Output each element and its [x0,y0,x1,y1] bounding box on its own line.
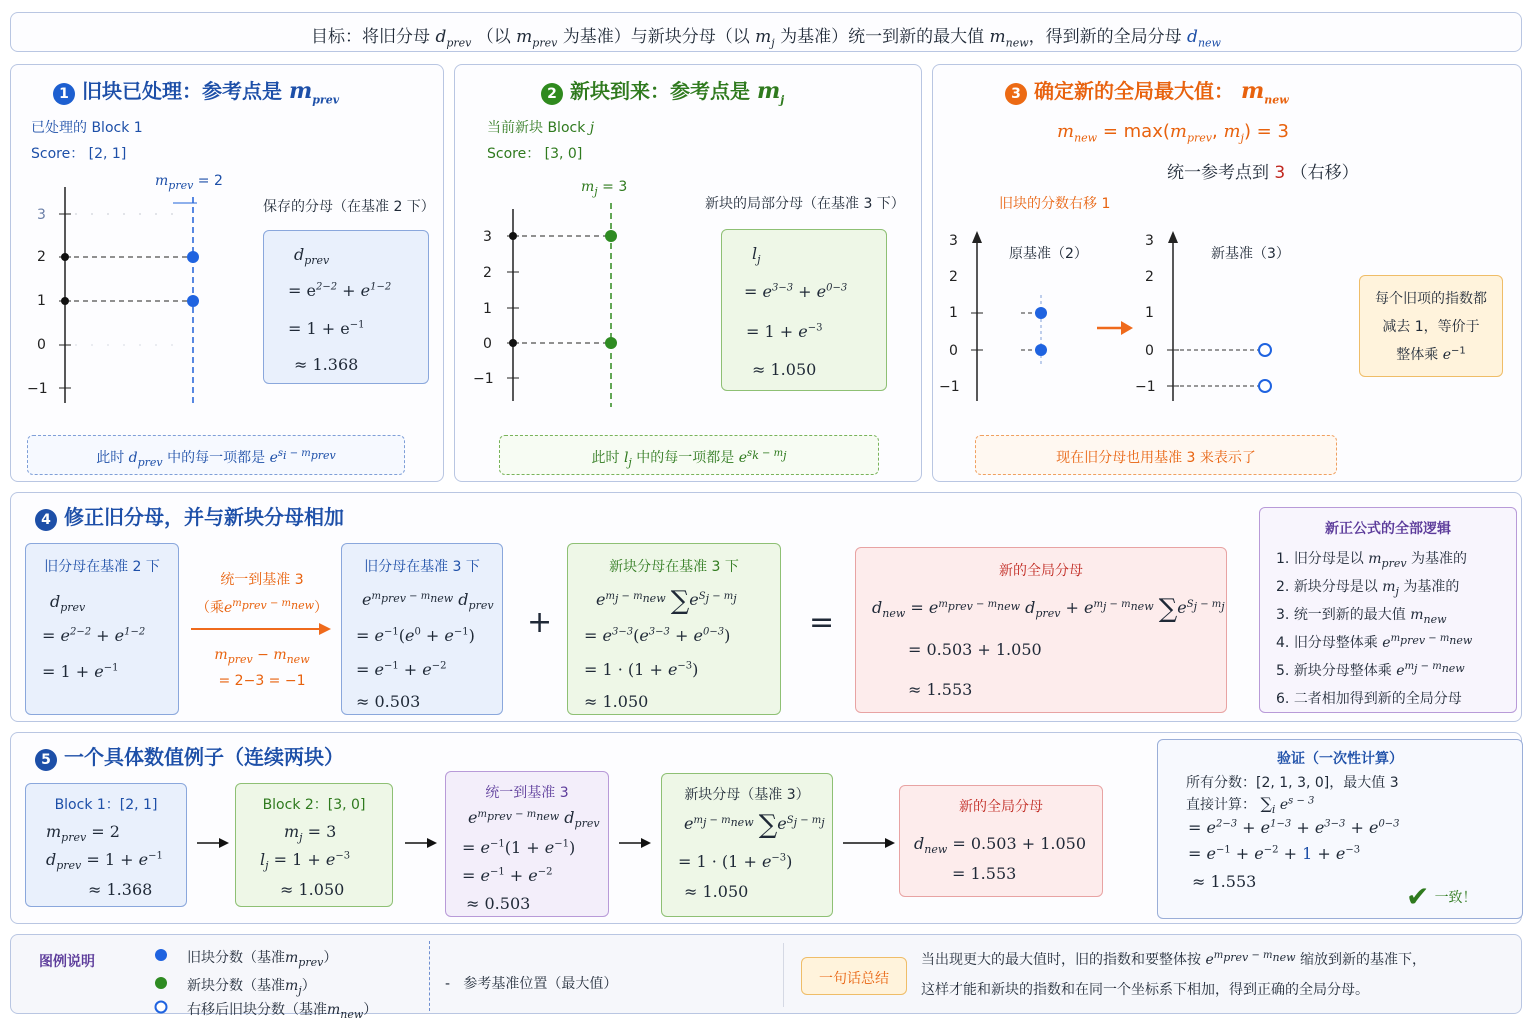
new-basis-label: 新基准（3） [1211,246,1290,262]
orig-basis-label: 原基准（2） [1009,246,1088,262]
goal-text-5: ，得到新的全局分母 [1028,27,1182,47]
svg-text:−1: −1 [939,379,960,395]
new-global-denominator-box: 新的全局分母 $d_{new} = e^{m_{prev} - m_{new}}$ $d_{prev} + e^{m_j - m_{new}}$ $\sum e^{S_j - m_j}$ = 0.503 + 1.050 ≈ 1.553 [855,547,1227,713]
legend-new-marker [155,977,167,989]
example-block-1: Block 1：[2, 1] $m_{prev} = 2$ $d_{prev} = 1 + e^{-1}$ ≈ 1.368 [25,783,187,907]
plus-sign: + [527,605,553,640]
svg-text:1: 1 [949,305,958,321]
local-denominator-value: ≈ 1.050 [752,360,817,379]
panel-3-note: 现在旧分母也用基准 3 来表示了 [975,435,1337,475]
legend-divider [429,941,430,1011]
svg-text:2: 2 [483,265,492,281]
summary-tag: 一句话总结 [801,957,907,995]
legend-reference: - 参考基准位置（最大值） [445,976,618,992]
old-denominator-rescaled-value: ≈ 0.503 [356,692,421,711]
tick-neg1: −1 [27,381,48,397]
summary-line-1: 当出现更大的最大值时，旧的指数和要整体按 $e^{m_{prev} - m_{new}}$ 缩放到新的基准下， [921,950,1426,968]
step-2-badge: 2 [541,83,563,105]
check-icon: ✔ [1406,880,1430,913]
panel-new-max: 3 确定新的全局最大值： $m_{new}$ $m_{new} = \max(m_{prev}$, $m_j) = 3$ 统一参考点到 3 （右移） 旧块的分数右移 1 3 2 1 0 −1 3 2 1 0 −1 原基准（2） 新基准（3） 每个旧项的指数都 减去 1，等价于 整体乘 $e^{-1}$ 现在旧分母也用基准 3 来表示了 [932,64,1522,482]
current-score: Score： [3, 0] [487,146,583,162]
legend-shifted-marker [156,1002,167,1013]
logic-item-5: 5. 新块分母整体乘 $e^{m_j - m_{new}}$ [1276,661,1465,679]
shift-text: 统一参考点到 [1167,163,1269,183]
tick-0: 0 [37,337,46,353]
svg-text:3: 3 [1145,233,1154,249]
logic-item-4: 4. 旧分母整体乘 $e^{m_{prev} - m_{new}}$ [1276,633,1473,651]
new-score-3 [605,230,617,242]
mprev-eq: = 2 [197,173,223,189]
panel-1-note: 此时 $d_{prev}$ 中的每一项都是 $e^{s_i - m_{prev}}$ [27,435,405,475]
example-new-block-denominator: 新块分母（基准 3） $e^{m_j - m_{new}}$ $\sum e^{S_j - m_j}$ = $1 \cdot (1 + e^{-3})$ ≈ 1.050 [661,773,833,917]
tick-3: 3 [37,207,46,223]
svg-text:1: 1 [483,301,492,317]
logic-summary-box: 新正公式的全部逻辑 1. 旧分母是以 $m_{prev}$ 为基准的 2. 新块分母是以 $m_j$ 为基准的 3. 统一到新的最大值 $m_{new}$ 4. 旧分母整体乘 $e^{m_{prev} - m_{new}}$ 5. 新块分母整体乘 $e^{m_j - m_{new}}$ 6. 二者相加得到新的全局分母 [1259,507,1517,713]
panel-old-block: 1 旧块已处理：参考点是 $m_{prev}$ 已处理的 Block 1 Score： [2, 1] $m_{prev} = 2$ 3 2 1 0 −1 保存的分母（在基准 2 下） $d_{prev}$ = $e^{2-2} + e^{1-2}$ = $1 + e^{-1}$ ≈ 1.368 此时 $d_{prev}$ 中的每一项都是 $e^{s_i - m_{prev}}$ [10,64,444,482]
goal-text-4: 为基准）统一到新的最大值 [780,27,985,47]
global-value: ≈ 1.553 [908,680,973,699]
exponent-value: = 2−3 = −1 [218,673,306,689]
svg-text:3: 3 [483,229,492,245]
example-block-2: Block 2：[3, 0] $m_j = 3$ $l_j = 1 + e^{-3}$ ≈ 1.050 [235,783,393,907]
panel-example [10,732,1522,924]
legend-new: 新块分数（基准$m_j$） [187,978,316,997]
processed-score: Score： [2, 1] [31,146,127,162]
tick-1: 1 [37,293,46,309]
legend-title: 图例说明 [39,954,95,970]
logic-item-6: 6. 二者相加得到新的全局分母 [1276,691,1462,707]
new-block-denominator-basis-3: 新块分母在基准 3 下 $e^{m_j - m_{new}}$ $\sum e^{S_j - m_j}$ = $e^{3-3}(e^{3-3} + e^{0-3})$ = $1 \cdot (1 + e^{-3})$ ≈ 1.050 [567,543,781,715]
example-arrow-2 [405,835,439,851]
example-unify: 统一到基准 3 $e^{m_{prev} - m_{new}}$ $d_{prev}$ = $e^{-1}(1 + e^{-1})$ = $e^{-1} + e^{-2}$ ≈ 0.503 [445,771,609,917]
new-score-0 [605,337,617,349]
current-block-label: 当前新块 Block [487,120,586,136]
step-4-badge: 4 [35,509,57,531]
shift-explanation-box: 每个旧项的指数都 减去 1，等价于 整体乘 $e^{-1}$ [1359,275,1503,377]
example-arrow-1 [197,835,231,851]
svg-text:1: 1 [1145,305,1154,321]
old-denominator-basis-2: 旧分母在基准 2 下 $d_{prev}$ = $e^{2-2} + e^{1-2}$ = $1 + e^{-1}$ [25,543,179,715]
consistent-label: 一致！ [1434,890,1477,906]
example-global-denominator: 新的全局分母 $d_{new} = 0.503 + 1.050$ = 1.553 [899,785,1103,897]
example-arrow-4 [843,835,899,851]
saved-denominator-label: 保存的分母（在基准 2 下） [263,199,435,215]
goal-banner: 目标：将旧分母 $d_{prev}$ （以 $m_{prev}$ 为基准）与新块分母（以 $m_j$ 为基准）统一到新的最大值 $m_{new}$，得到新的全局分母 $d_{new}$ [10,12,1522,52]
goal-text-2: （以 [476,27,511,47]
unify-arrow-label: 统一到基准 3 [220,572,304,588]
legend-shifted: 右移后旧块分数（基准$m_{new}$） [187,1002,378,1021]
logic-item-1: 1. 旧分母是以 $m_{prev}$ 为基准的 [1276,551,1468,570]
goal-text-3: 为基准）与新块分母（以 [562,27,750,47]
orig-score-1 [1035,344,1047,356]
step-3-badge: 3 [1005,83,1027,105]
new-block-axis [467,201,677,411]
equals-sign: = [809,605,835,640]
unify-arrow [191,619,337,639]
old-block-axis [25,183,225,413]
step-1-badge: 1 [53,83,75,105]
orig-score-2 [1035,307,1047,319]
shifted-score-0 [1259,380,1271,392]
legend-old: 旧块分数（基准$m_{prev}$） [187,950,338,969]
logic-item-3: 3. 统一到新的最大值 $m_{new}$ [1276,607,1447,626]
svg-text:0: 0 [949,343,958,359]
legend-bar [10,934,1522,1021]
verification-box: 验证（一次性计算） 所有分数：[2, 1, 3, 0]，最大值 3 直接计算： $\sum_i$ $e^{s - 3}$ = $e^{2-3} + e^{1-3} + e^{3-3} + e^{0-3}$ = $e^{-1} + e^{-2} + 1 + e^{-3}$ ≈ 1.553 ✔ 一致！ [1157,739,1523,919]
local-denominator-box: $l_j$ = $e^{3-3} + e^{0-3}$ = $1 + e^{-3}$ ≈ 1.050 [721,229,887,391]
mj-eq: = 3 [602,179,628,195]
shift-value: 3 [1274,163,1286,183]
svg-text:0: 0 [1145,343,1154,359]
shifted-score-1 [1259,344,1271,356]
panel-2-note: 此时 $l_j$ 中的每一项都是 $e^{s_k - m_j}$ [499,435,879,475]
panel-2-title: 新块到来：参考点是 [569,79,750,103]
svg-text:2: 2 [949,269,958,285]
panel-5-title: 一个具体数值例子（连续两块） [63,745,344,769]
shift-note: 旧块的分数右移 1 [999,196,1111,212]
panel-combine: 4 修正旧分母，并与新块分母相加 旧分母在基准 2 下 $d_{prev}$ = $e^{2-2} + e^{1-2}$ = $1 + e^{-1}$ 统一到基准 3 （乘$e^{m_{prev} - m_{new}}$） $m_{prev} - m_{new}$ = 2−3 = −1 旧分母在基准 3 下 $e^{m_{prev} - m_{new}}$ $d_{prev}$ = $e^{-1}(e^0 + e^{-1})$ = $e^{-1} + e^{-2}$ ≈ 0.503 + 新块分母在基准 3 下 $e^{m_j - m_{new}}$ $\sum e^{S_j - m_j}$ = $e^{3-3}(e^{3-3} + e^{0-3})$ = $1 \cdot (1 + e^{-3})$ ≈ 1.050 = 新的全局分母 $d_{new} = e^{m_{prev} - m_{new}}$ $d_{prev} + e^{m_j - m_{new}}$ $\sum e^{S_j - m_j}$ = 0.503 + 1.050 ≈ 1.553 新正公式的全部逻辑 1. 旧分母是以 $m_{prev}$ 为基准的 2. 新块分母是以 $m_j$ 为基准的 3. 统一到新的最大值 $m_{new}$ 4. 旧分母整体乘 $e^{m_{prev} - m_{new}}$ 5. 新块分母整体乘 $e^{m_j - m_{new}}$ 6. 二者相加得到新的全局分母 [10,492,1522,722]
goal-text-1: 目标：将旧分母 [311,27,431,47]
svg-text:2: 2 [1145,269,1154,285]
old-denominator-basis-3: 旧分母在基准 3 下 $e^{m_{prev} - m_{new}}$ $d_{prev}$ = $e^{-1}(e^0 + e^{-1})$ = $e^{-1} + e^{-2}$ ≈ 0.503 [341,543,503,715]
step-5-badge: 5 [35,749,57,771]
saved-denominator-value: ≈ 1.368 [294,355,359,374]
processed-block-label: 已处理的 Block 1 [31,120,143,136]
legend-markers [151,945,175,1015]
old-score-1 [187,295,199,307]
panel-3-title: 确定新的全局最大值： [1033,79,1234,103]
old-score-2 [187,251,199,263]
saved-denominator-box: $d_{prev}$ = $e^{2-2} + e^{1-2}$ = $1 + e^{-1}$ ≈ 1.368 [263,230,429,384]
svg-text:0: 0 [483,336,492,352]
tick-2: 2 [37,249,46,265]
svg-text:3: 3 [949,233,958,249]
example-arrow-3 [619,835,653,851]
local-denominator-label: 新块的局部分母（在基准 3 下） [705,196,905,212]
logic-item-2: 2. 新块分母是以 $m_j$ 为基准的 [1276,579,1460,598]
legend-old-marker [155,949,167,961]
global-sum: = 0.503 + 1.050 [908,640,1042,659]
panel-1-title: 旧块已处理：参考点是 [81,79,282,103]
new-block-rescaled-value: ≈ 1.050 [584,692,649,711]
summary-line-2: 这样才能和新块的指数和在同一个坐标系下相加，得到正确的全局分母。 [921,982,1369,998]
panel-new-block: 2 新块到来：参考点是 $m_j$ 当前新块 Block j Score： [3, 0] $m_j = 3$ 3 2 1 0 −1 新块的局部分母（在基准 3 下） $l_j$ = $e^{3-3} + e^{0-3}$ = $1 + e^{-3}$ ≈ 1.050 此时 $l_j$ 中的每一项都是 $e^{s_k - m_j}$ [454,64,922,482]
svg-text:−1: −1 [1135,379,1156,395]
panel-4-title: 修正旧分母，并与新块分母相加 [63,505,344,529]
svg-text:−1: −1 [473,371,494,387]
